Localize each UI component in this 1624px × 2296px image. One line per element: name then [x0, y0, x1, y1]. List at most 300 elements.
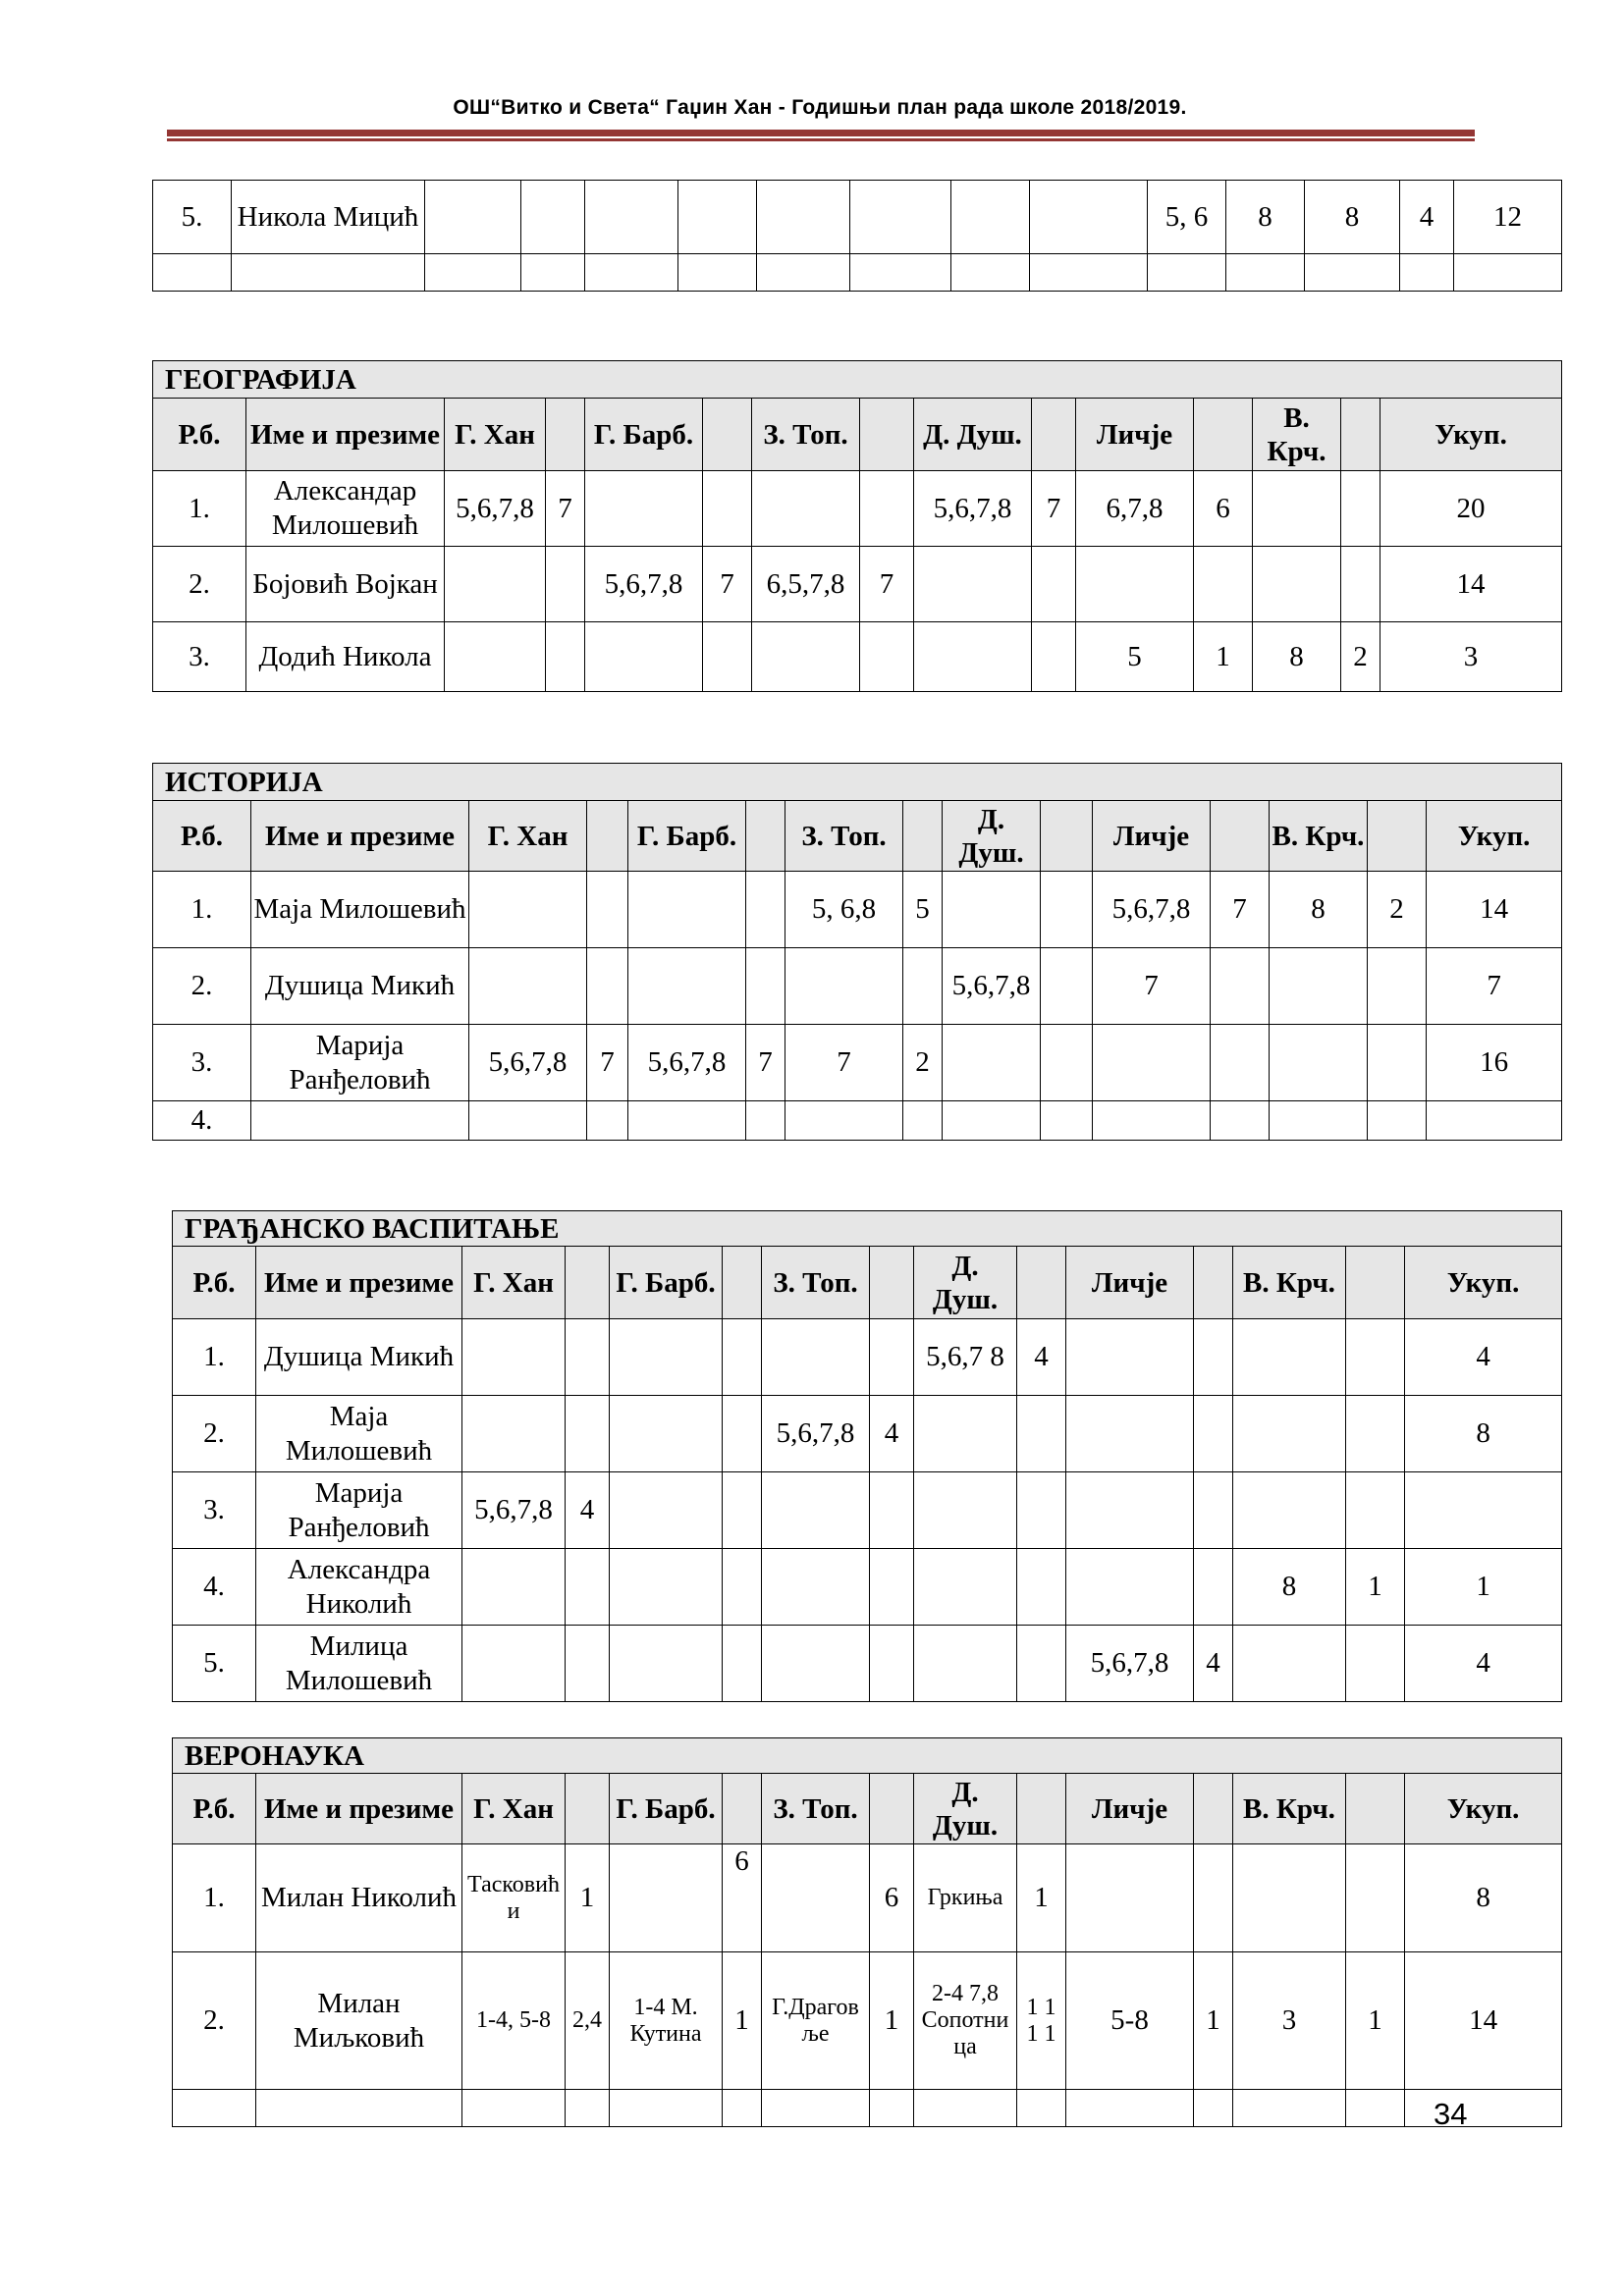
teacher-name: Маја Милошевић [251, 872, 469, 948]
column-header: Укуп. [1427, 801, 1562, 872]
total-cell [1405, 1472, 1562, 1549]
cell [1017, 1247, 1066, 1319]
cell [462, 1396, 566, 1472]
column-header: Р.б. [153, 801, 251, 872]
teacher-name: Маја Милошевић [256, 1396, 462, 1472]
cell [1211, 1101, 1270, 1141]
cell [785, 948, 903, 1025]
cell [546, 399, 585, 471]
column-header: Г. Хан [462, 1774, 566, 1844]
geography-table [152, 360, 1562, 692]
cell [566, 1774, 610, 1844]
column-header: Г. Барб. [628, 801, 746, 872]
cell [1017, 1626, 1066, 1702]
cell [1211, 948, 1270, 1025]
cell [1066, 1549, 1194, 1626]
cell [1032, 622, 1076, 692]
cell: 5 [1076, 622, 1194, 692]
column-header: В. Крч. [1233, 1774, 1346, 1844]
cell [746, 948, 785, 1025]
cell [566, 1396, 610, 1472]
table-title-row [173, 1211, 1562, 1247]
cell [521, 181, 585, 254]
cell: 5,6,7,8 [585, 547, 703, 622]
cell [914, 547, 1032, 622]
total-cell: 12 [1454, 181, 1562, 254]
cell [587, 1101, 628, 1141]
column-header: Личје [1066, 1774, 1194, 1844]
table-title: ГЕОГРАФИЈА [153, 361, 1562, 399]
table-title-row [153, 764, 1562, 801]
cell [462, 1319, 566, 1396]
table-title: ИСТОРИЈА [153, 764, 1562, 801]
cell [746, 1101, 785, 1141]
cell: 5, 6 [1148, 181, 1226, 254]
cell: 4 [870, 1396, 914, 1472]
row-number: 3. [153, 622, 246, 692]
cell: 7 [1093, 948, 1211, 1025]
cell [566, 1626, 610, 1702]
cell [870, 1549, 914, 1626]
cell [610, 1844, 723, 1952]
cell: 4 [1194, 1626, 1233, 1702]
cell [585, 254, 678, 292]
cell [746, 872, 785, 948]
cell: 4 [1400, 181, 1454, 254]
table-row [153, 547, 1562, 622]
column-header: Р.б. [153, 399, 246, 471]
cell [1233, 2090, 1346, 2127]
cell [1194, 1319, 1233, 1396]
cell [1226, 254, 1305, 292]
row-number: 2. [173, 1396, 256, 1472]
table-row [153, 471, 1562, 547]
column-header: Личје [1076, 399, 1194, 471]
table-header-row [153, 801, 1562, 872]
cell [914, 622, 1032, 692]
cell: 2 [903, 1025, 943, 1101]
cell: 7 [785, 1025, 903, 1101]
cell [870, 2090, 914, 2127]
table-row [173, 1952, 1562, 2090]
table-row [173, 1844, 1562, 1952]
cell [1194, 1844, 1233, 1952]
teacher-name: Бојовић Војкан [246, 547, 445, 622]
cell [1233, 1626, 1346, 1702]
cell: 3 [1233, 1952, 1346, 2090]
cell [587, 801, 628, 872]
cell: 1 [1194, 1952, 1233, 2090]
cell [746, 801, 785, 872]
teacher-name: Додић Никола [246, 622, 445, 692]
teacher-name: Милан Миљковић [256, 1952, 462, 2090]
column-header: З. Топ. [762, 1774, 870, 1844]
cell: 5,6,7,8 [1093, 872, 1211, 948]
cell: 7 [546, 471, 585, 547]
cell [445, 622, 546, 692]
cell [566, 1319, 610, 1396]
cell [587, 948, 628, 1025]
column-header: Име и презиме [246, 399, 445, 471]
row-number: 2. [173, 1952, 256, 2090]
cell [1346, 1472, 1405, 1549]
column-header: З. Топ. [785, 801, 903, 872]
cell: 5,6,7,8 [1066, 1626, 1194, 1702]
total-cell: 4 [1405, 1319, 1562, 1396]
cell [914, 1396, 1017, 1472]
cell [1017, 1774, 1066, 1844]
cell [1194, 1549, 1233, 1626]
row-number: 4. [173, 1549, 256, 1626]
cell [703, 622, 752, 692]
cell [762, 2090, 870, 2127]
teacher-name: Никола Мицић [232, 181, 425, 254]
column-header: Укуп. [1405, 1247, 1562, 1319]
cell [1017, 1396, 1066, 1472]
cell [1017, 1549, 1066, 1626]
cell: 8 [1305, 181, 1400, 254]
column-header: Личје [1093, 801, 1211, 872]
cell [1017, 1472, 1066, 1549]
column-header: Личје [1066, 1247, 1194, 1319]
cell [723, 1319, 762, 1396]
cell [1233, 1472, 1346, 1549]
cell [1041, 1101, 1093, 1141]
cell: 1 [723, 1952, 762, 2090]
column-header: В. Крч. [1270, 801, 1368, 872]
column-header: В. Крч. [1233, 1247, 1346, 1319]
cell [723, 1472, 762, 1549]
cell: 1 1 1 1 [1017, 1952, 1066, 2090]
cell [585, 181, 678, 254]
cell [1346, 1774, 1405, 1844]
total-cell: 3 [1380, 622, 1562, 692]
cell: 6,5,7,8 [752, 547, 860, 622]
cell [1194, 1472, 1233, 1549]
cell [943, 1025, 1041, 1101]
cell [762, 1626, 870, 1702]
cell [1270, 1025, 1368, 1101]
cell [610, 2090, 723, 2127]
header-rule-thin [167, 138, 1475, 141]
column-header: Г. Барб. [610, 1247, 723, 1319]
teacher-name: Александар Милошевић [246, 471, 445, 547]
column-header: Г. Хан [469, 801, 587, 872]
cell [762, 1549, 870, 1626]
teacher-name: Марија Ранђеловић [251, 1025, 469, 1101]
cell [1405, 2090, 1562, 2127]
cell [870, 1319, 914, 1396]
cell [1368, 1025, 1427, 1101]
cell: 6 [723, 1844, 762, 1952]
cell [1346, 1247, 1405, 1319]
cell [943, 872, 1041, 948]
cell [1032, 399, 1076, 471]
cell [1066, 1472, 1194, 1549]
cell [462, 1626, 566, 1702]
teacher-name: Душица Микић [256, 1319, 462, 1396]
cell [610, 1319, 723, 1396]
cell [1368, 1101, 1427, 1141]
cell [703, 471, 752, 547]
column-header: Д. Душ. [914, 1774, 1017, 1844]
table-row [173, 1319, 1562, 1396]
cell: 7 [703, 547, 752, 622]
cell [1194, 399, 1253, 471]
table-row [153, 1025, 1562, 1101]
column-header: Д. Душ. [914, 1247, 1017, 1319]
cell: 1 [1346, 1952, 1405, 2090]
cell [469, 948, 587, 1025]
page-header-title: ОШ“Витко и Света“ Гаџин Хан - Годишњи план рада школе 2018/2019. [453, 96, 1187, 119]
cell: 7 [587, 1025, 628, 1101]
cell [1346, 1626, 1405, 1702]
cell [462, 1549, 566, 1626]
cell [870, 1247, 914, 1319]
total-cell: 14 [1405, 1952, 1562, 2090]
cell [951, 181, 1030, 254]
total-cell: 14 [1380, 547, 1562, 622]
cell [469, 872, 587, 948]
table-row [173, 2090, 1562, 2127]
column-header: Име и презиме [256, 1774, 462, 1844]
cell: 1 [1017, 1844, 1066, 1952]
table-row [153, 948, 1562, 1025]
cell: 7 [1211, 872, 1270, 948]
cell [587, 872, 628, 948]
cell [546, 622, 585, 692]
cell [1041, 801, 1093, 872]
column-header: Д. Душ. [943, 801, 1041, 872]
cell [678, 254, 757, 292]
table-row [173, 1396, 1562, 1472]
cell [870, 1472, 914, 1549]
cell [723, 1626, 762, 1702]
cell [870, 1626, 914, 1702]
cell [1194, 1774, 1233, 1844]
cell [1030, 181, 1148, 254]
cell [566, 2090, 610, 2127]
cell [757, 181, 850, 254]
cell: 1 [566, 1844, 610, 1952]
column-header: Д. Душ. [914, 399, 1032, 471]
cell [1400, 254, 1454, 292]
row-number: 1. [153, 471, 246, 547]
cell: 2-4 7,8 Сопотница [914, 1952, 1017, 2090]
cell [1270, 948, 1368, 1025]
column-header: З. Топ. [752, 399, 860, 471]
column-header: Г. Барб. [610, 1774, 723, 1844]
cell [1346, 1319, 1405, 1396]
cell [1030, 254, 1148, 292]
cell [610, 1472, 723, 1549]
cell [762, 1472, 870, 1549]
cell: 8 [1270, 872, 1368, 948]
cell: 5-8 [1066, 1952, 1194, 2090]
cell: 6 [1194, 471, 1253, 547]
cell [951, 254, 1030, 292]
column-header: Име и презиме [256, 1247, 462, 1319]
cell [628, 872, 746, 948]
cell: 2,4 [566, 1952, 610, 2090]
cell: 7 [860, 547, 914, 622]
cell [757, 254, 850, 292]
cell: 1-4 М. Кутина [610, 1952, 723, 2090]
cell [860, 471, 914, 547]
cell [445, 547, 546, 622]
table-header-row [153, 399, 1562, 471]
cell: 5,6,7,8 [628, 1025, 746, 1101]
row-number: 3. [173, 1472, 256, 1549]
cell [903, 948, 943, 1025]
cell [1346, 1396, 1405, 1472]
row-number: 1. [173, 1844, 256, 1952]
cell: 5,6,7,8 [462, 1472, 566, 1549]
teacher-name: Александра Николић [256, 1549, 462, 1626]
row-number: 4. [153, 1101, 251, 1141]
cell [1346, 1844, 1405, 1952]
teacher-name: Милан Николић [256, 1844, 462, 1952]
cell [1194, 1396, 1233, 1472]
cell [1270, 1101, 1368, 1141]
cell: 1 [870, 1952, 914, 2090]
cell [628, 948, 746, 1025]
table-row [173, 1472, 1562, 1549]
teacher-name: Милица Милошевић [256, 1626, 462, 1702]
cell [723, 1549, 762, 1626]
cell [585, 622, 703, 692]
table-header-row [173, 1774, 1562, 1844]
table-row [153, 254, 1562, 292]
continuation-table [152, 180, 1562, 292]
cell [1093, 1101, 1211, 1141]
cell: 5, 6,8 [785, 872, 903, 948]
column-header: Укуп. [1405, 1774, 1562, 1844]
cell [723, 1774, 762, 1844]
row-number: 1. [173, 1319, 256, 1396]
cell: 2 [1368, 872, 1427, 948]
table-row [153, 622, 1562, 692]
cell: 5,6,7,8 [762, 1396, 870, 1472]
cell: 5,6,7,8 [469, 1025, 587, 1101]
cell [1341, 399, 1380, 471]
cell [521, 254, 585, 292]
total-cell: 8 [1405, 1396, 1562, 1472]
cell [914, 1626, 1017, 1702]
cell: Гркиња [914, 1844, 1017, 1952]
table-row [153, 872, 1562, 948]
cell [610, 1626, 723, 1702]
header-rule-thick [167, 130, 1475, 136]
teacher-name: Марија Ранђеловић [256, 1472, 462, 1549]
cell [173, 2090, 256, 2127]
column-header: Г. Барб. [585, 399, 703, 471]
cell [1253, 547, 1341, 622]
cell [785, 1101, 903, 1141]
cell [723, 1247, 762, 1319]
cell [1211, 801, 1270, 872]
cell: 7 [1032, 471, 1076, 547]
cell [1066, 1844, 1194, 1952]
cell [1341, 471, 1380, 547]
table-title-row [153, 361, 1562, 399]
column-header: Р.б. [173, 1774, 256, 1844]
cell [1233, 1844, 1346, 1952]
column-header: Г. Хан [445, 399, 546, 471]
row-number: 2. [153, 547, 246, 622]
total-cell: 7 [1427, 948, 1562, 1025]
cell: 5,6,7,8 [943, 948, 1041, 1025]
cell [153, 254, 232, 292]
cell [1194, 1247, 1233, 1319]
cell: 6 [870, 1844, 914, 1952]
table-row [173, 1626, 1562, 1702]
cell [610, 1396, 723, 1472]
table-row [173, 1549, 1562, 1626]
teacher-name: Душица Микић [251, 948, 469, 1025]
cell: 1 [1194, 622, 1253, 692]
cell [610, 1549, 723, 1626]
row-number: 5. [173, 1626, 256, 1702]
cell [1346, 2090, 1405, 2127]
cell [232, 254, 425, 292]
cell [1066, 2090, 1194, 2127]
total-cell: 8 [1405, 1844, 1562, 1952]
column-header: В. Крч. [1253, 399, 1341, 471]
cell [762, 1319, 870, 1396]
cell [752, 471, 860, 547]
cell [566, 1247, 610, 1319]
total-cell: 20 [1380, 471, 1562, 547]
cell [723, 2090, 762, 2127]
cell [566, 1549, 610, 1626]
civic-education-table [172, 1210, 1562, 1702]
cell [425, 254, 521, 292]
cell: Г.Драговље [762, 1952, 870, 2090]
cell [860, 622, 914, 692]
row-number: 2. [153, 948, 251, 1025]
cell [1076, 547, 1194, 622]
row-number: 3. [153, 1025, 251, 1101]
cell [914, 2090, 1017, 2127]
cell: 8 [1226, 181, 1305, 254]
cell: 5,6,7 8 [914, 1319, 1017, 1396]
cell: 2 [1341, 622, 1380, 692]
cell [1233, 1396, 1346, 1472]
column-header: Име и презиме [251, 801, 469, 872]
cell [1032, 547, 1076, 622]
cell [870, 1774, 914, 1844]
row-number: 1. [153, 872, 251, 948]
cell: 1 [1346, 1549, 1405, 1626]
cell: 4 [1017, 1319, 1066, 1396]
cell [546, 547, 585, 622]
column-header: Г. Хан [462, 1247, 566, 1319]
cell: 1-4, 5-8 [462, 1952, 566, 2090]
cell [943, 1101, 1041, 1141]
cell [850, 181, 951, 254]
column-header: Р.б. [173, 1247, 256, 1319]
cell [1194, 547, 1253, 622]
table-row [153, 181, 1562, 254]
total-cell [1427, 1101, 1562, 1141]
row-number: 5. [153, 181, 232, 254]
cell [903, 801, 943, 872]
teacher-name [251, 1101, 469, 1141]
cell: 4 [566, 1472, 610, 1549]
cell [860, 399, 914, 471]
table-row [153, 1101, 1562, 1141]
